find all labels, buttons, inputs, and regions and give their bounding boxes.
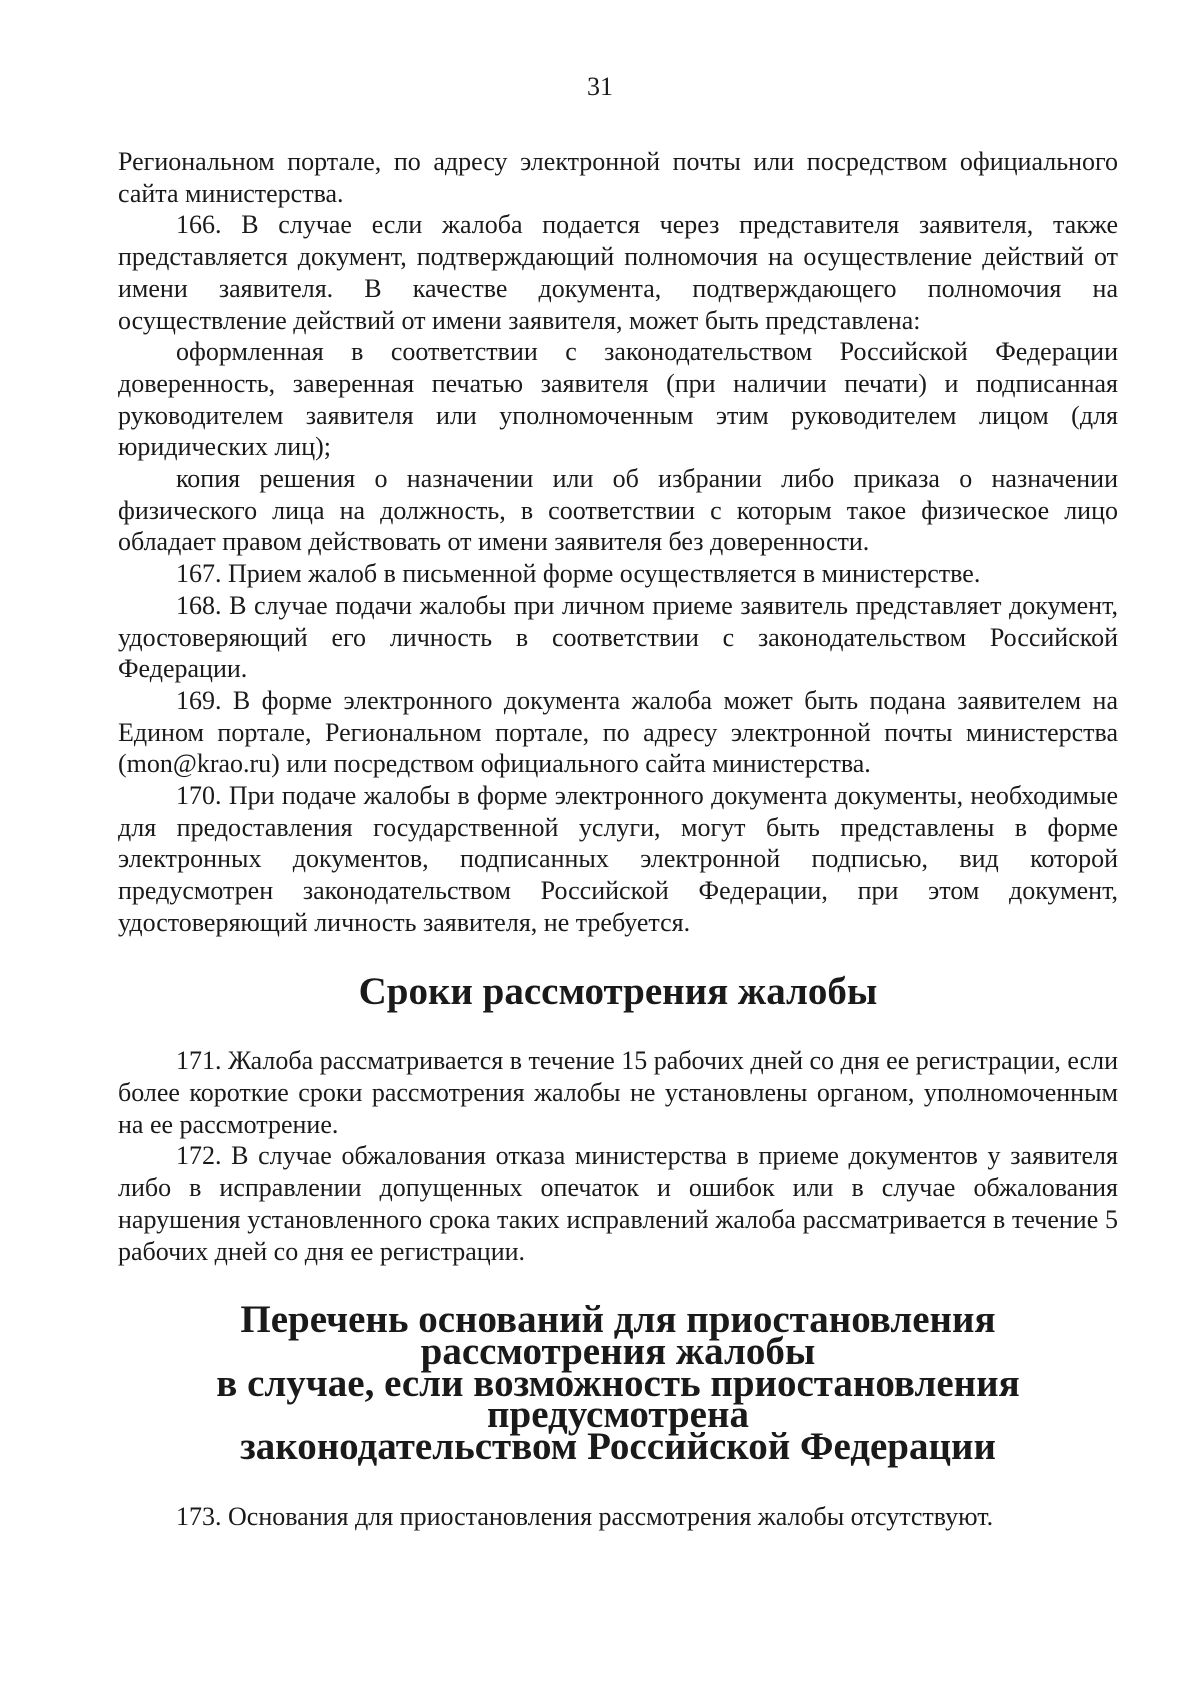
heading-line: законодательством Российской Федерации [240, 1425, 996, 1469]
paragraph-172: 172. В случае обжалования отказа министерства в приеме документов у заявителя либо в исправлении допущенных опечаток и ошибок или в случае обжалования нарушения установленного срока таких исправлений жалоба рассматривается в течение 5 рабочих дней со дня ее регистрации. [118, 1141, 1118, 1266]
paragraph-continuation: Региональном портале, по адресу электронной почты или посредством официального сайта министерства. [118, 147, 1118, 208]
heading-line: Сроки рассмотрения жалобы [358, 969, 878, 1013]
paragraph-168: 168. В случае подачи жалобы при личном приеме заявитель представляет документ, удостоверяющий его личность в соответствии с законодательством Российской Федерации. [118, 590, 1118, 684]
heading-line: Перечень оснований для приостановления рассмотрения жалобы [240, 1298, 996, 1373]
paragraph-170: 170. При подаче жалобы в форме электронного документа документы, необходимые для предоставления государственной услуги, могут быть представлены в форме электронных документов, подписанных электронной подписью, вид которой предусмотрен законодательством Российской Федерации, при этом документ, удостоверяющий личность заявителя, не требуется. [118, 781, 1118, 937]
document-body [118, 146, 1118, 1532]
paragraph-166-appointment-copy: копия решения о назначении или об избрании либо приказа о назначении физического лица на должность, в соответствии с которым такое физическое лицо обладает правом действовать от имени заявителя без доверенности. [118, 464, 1118, 557]
paragraph-166: 166. В случае если жалоба подается через представителя заявителя, также представляется документ, подтверждающий полномочия на осуществление действий от имени заявителя. В качестве документа, подтверждающего полномочия на осуществление действий от имени заявителя, может быть представлена: [118, 210, 1118, 335]
page-number: 31 [587, 72, 613, 101]
paragraph-169: 169. В форме электронного документа жалоба может быть подана заявителем на Едином портале, Региональном портале, по адресу электронной почты министерства (mon@krao.ru) или посредством официального сайта министерства. [118, 685, 1118, 779]
paragraph-173: 173. Основания для приостановления рассмотрения жалобы отсутствуют. [176, 1501, 994, 1531]
paragraph-171: 171. Жалоба рассматривается в течение 15 рабочих дней со дня ее регистрации, если более короткие сроки рассмотрения жалобы не установлены органом, уполномоченным на ее рассмотрение. [118, 1046, 1118, 1139]
section-heading-suspension-grounds [118, 1298, 1118, 1469]
heading-line: в случае, если возможность приостановления предусмотрена [216, 1361, 1020, 1437]
paragraph-167: 167. Прием жалоб в письменной форме осуществляется в министерстве. [176, 559, 981, 589]
paragraph-166-power-of-attorney: оформленная в соответствии с законодательством Российской Федерации доверенность, заверенная печатью заявителя (при наличии печати) и подписанная руководителем заявителя или уполномоченным этим руководителем лицом (для юридических лиц); [118, 337, 1118, 462]
section-heading-review-terms [118, 969, 1118, 1013]
